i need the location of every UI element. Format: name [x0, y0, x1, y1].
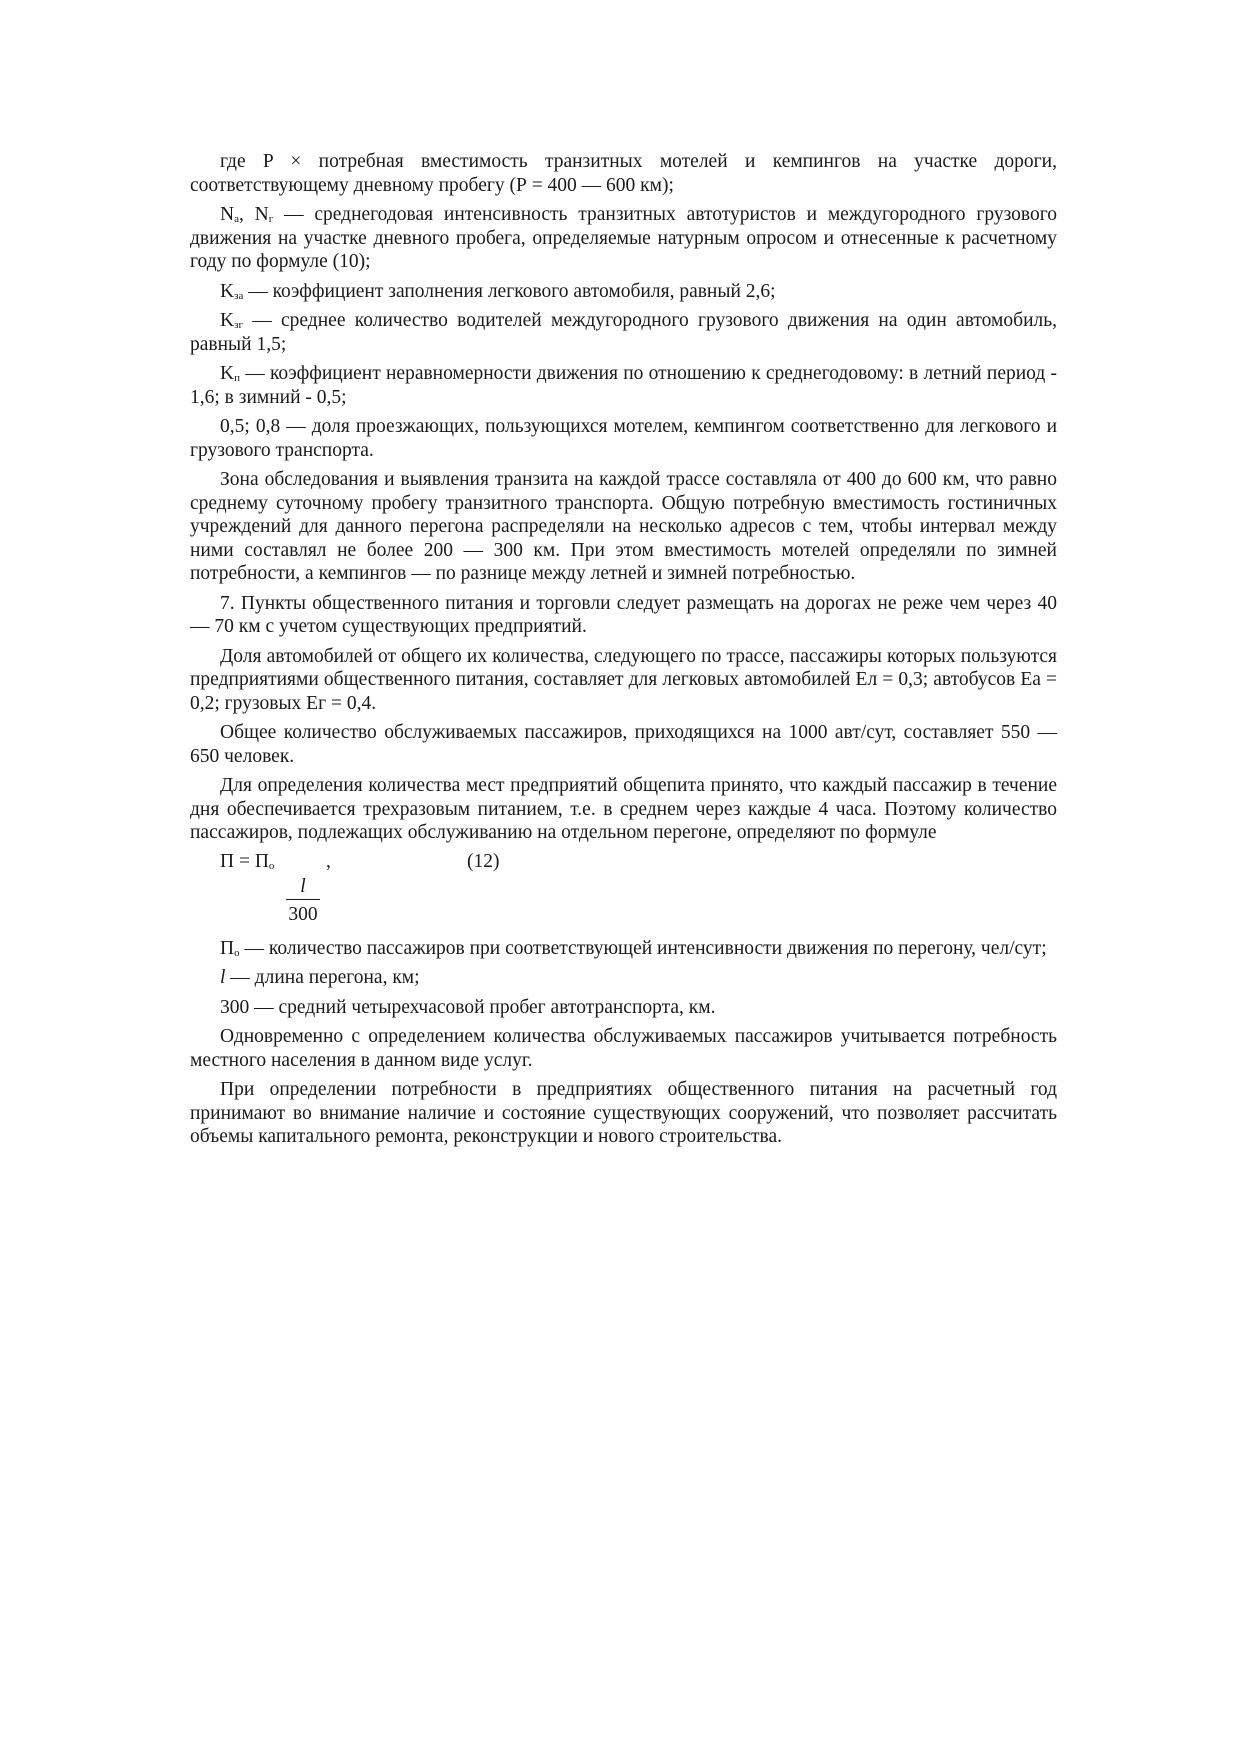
kzg-subscript: зг: [234, 319, 243, 331]
paragraph-na-ng-definition: $N_а$, $N_г$ — среднегодовая интенсивность транзитных автотуристов и междугородного грузового движения на участке дневного пробега, определяемые натурным опросом и отнесенные к расчетному году по формуле (10);: [190, 204, 1057, 272]
p0-subscript: о: [234, 946, 240, 959]
l-text: — длина перегона, км;: [230, 967, 420, 988]
paragraph-survey-zone: Зона обследования и выявления транзита на каждой трассе составляла от 400 до 600 км, что равно среднему суточному пробегу транзитного транспорта. Общую потребную вместимость гостиничных учреждений для данного перегона распределяли на несколько адресов с тем, чтобы интервал между ними составлял не более 200 — 300 км. При этом вместимость мотелей определяли по зимней потребности, а кемпингов — по разнице между летней и зимней потребностью.: [190, 469, 1057, 584]
ng-symbol: N: [254, 204, 269, 225]
paragraph-local-population: Одновременно с определением количества обслуживаемых пассажиров учитывается потребность местного населения в данном виде услуг.: [190, 1026, 1057, 1071]
p0-text: — количество пассажиров при соответствующей интенсивности движения по перегону, чел/сут;: [244, 937, 1047, 959]
formula-lhs-subscript: о: [268, 859, 275, 872]
formula-12: [190, 851, 1057, 937]
l-symbol: l: [220, 967, 226, 988]
kp-text: — коэффициент неравномерности движения по отношению к среднегодовому: в летний период - 1,6; в зимний - 0,5;: [190, 363, 1057, 408]
na-symbol: N: [220, 204, 235, 225]
paragraph-passenger-count: Общее количество обслуживаемых пассажиров, приходящихся на 1000 авт/сут, составляет 550 — 650 человек.: [190, 722, 1057, 767]
paragraph-300-definition: 300 — средний четырехчасовой пробег автотранспорта, км.: [220, 996, 716, 1018]
formula-number: (12): [467, 850, 500, 872]
kza-symbol: K: [220, 280, 235, 302]
p0-symbol: П: [220, 937, 235, 959]
kzg-text: — среднее количество водителей междугородного грузового движения на один автомобиль, равный 1,5;: [190, 310, 1058, 355]
fraction-denominator: 300: [288, 903, 318, 925]
paragraph-kp-definition: [190, 362, 1057, 409]
paragraph-catering-method: Для определения количества мест предприятий общепита принято, что каждый пассажир в течение дня обеспечивается трехразовым питанием, т.е. в среднем через каждые 4 часа. Поэтому количество пассажиров, подлежащих обслуживанию на отдельном перегоне, определяют по формуле: [190, 775, 1057, 843]
formula-comma: ,: [326, 850, 331, 872]
kzg-symbol: K: [220, 310, 235, 331]
paragraph-car-share: Доля автомобилей от общего их количества, следующего по трассе, пассажиры которых пользуются предприятиями общественного питания, составляет для легковых автомобилей Ел = 0,3; автобусов Еа = 0,2; грузовых Ег = 0,4.: [190, 645, 1057, 714]
paragraph-food-points: 7. Пункты общественного питания и торговли следует размещать на дорогах не реже чем через 40 — 70 км с учетом существующих предприятий.: [190, 592, 1057, 637]
fraction-numerator: l: [286, 875, 320, 900]
paragraph-p-definition: где P × потребная вместимость транзитных мотелей и кемпингов на участке дороги, соответствующему дневному пробегу (Р = 400 — 600 км);: [190, 151, 1057, 196]
kza-text: — коэффициент заполнения легкового автомобиля, равный 2,6;: [248, 280, 776, 302]
ng-subscript: г: [268, 213, 274, 225]
na-ng-text: — среднегодовая интенсивность транзитных автотуристов и междугородного грузового движения на участке дневного пробега, определяемые натурным опросом и отнесенные к расчетному году по формуле (10);: [190, 204, 1057, 272]
paragraph-final: При определении потребности в предприятиях общественного питания на расчетный год принимают во внимание наличие и состояние существующих сооружений, что позволяет рассчитать объемы капитального ремонта, реконструкции и нового строительства.: [190, 1079, 1057, 1147]
formula-fraction: [286, 875, 320, 930]
kp-subscript: п: [234, 372, 240, 384]
kza-subscript: за: [234, 289, 244, 302]
paragraph-p0-definition: [190, 937, 1057, 961]
formula-lhs: $П = П_о$: [220, 850, 275, 872]
kp-symbol: K: [220, 363, 235, 384]
paragraph-kza-definition: [190, 280, 1057, 304]
paragraph-share-motel: 0,5; 0,8 — доля проезжающих, пользующихся мотелем, кемпингом соответственно для легкового и грузового транспорта.: [190, 416, 1057, 461]
paragraph-l-definition: [190, 966, 1057, 990]
paragraph-kzg-definition: [190, 309, 1057, 356]
na-subscript: а: [234, 213, 239, 225]
